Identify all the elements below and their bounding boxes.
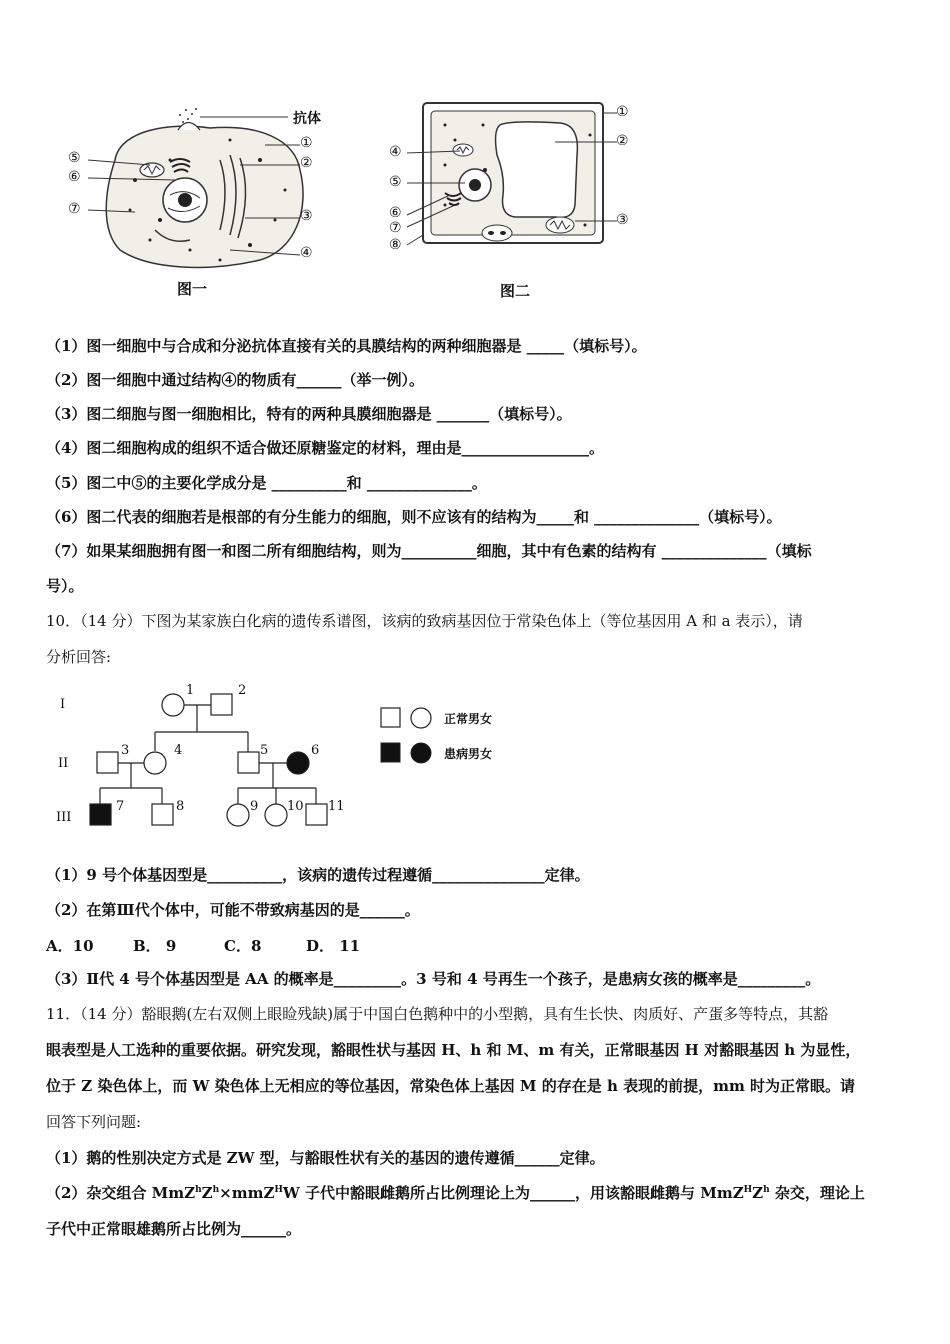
individual-4: [144, 752, 166, 774]
fig1-label-3: ③: [300, 208, 313, 224]
fig1-label-2: ②: [300, 155, 313, 171]
figure-2-caption: 图二: [500, 282, 531, 300]
q9-sub7-line1: （7）如果某细胞拥有图一和图二所有细胞结构，则为__________细胞，其中有色素的结构有 ______________（填标: [46, 542, 812, 560]
q11-stem-line1: 11．（14 分）豁眼鹅(左右双侧上眼睑残缺)属于中国白色鹅种中的小型鹅，具有生长快、肉质好、产蛋多等特点，其豁: [46, 1005, 829, 1023]
label-5: 5: [260, 743, 269, 758]
individual-5: [238, 752, 259, 773]
q11-stem-line4: 回答下列问题:: [46, 1113, 142, 1131]
fig2-label-7: ⑦: [389, 220, 402, 236]
label-3: 3: [121, 743, 130, 758]
label-2: 2: [238, 683, 247, 698]
q10-sub2: （2）在第Ⅲ代个体中，可能不带致病基因的是______。: [46, 901, 420, 919]
figure-1-animal-cell: [60, 100, 350, 300]
legend-affected-female: [411, 743, 431, 763]
individual-6: [287, 752, 309, 774]
option-d: D． 11: [306, 937, 361, 955]
legend-affected-text: 患病男女: [444, 747, 493, 761]
fig1-label-1: ①: [300, 135, 313, 151]
option-c: C．8: [224, 937, 262, 955]
label-6: 6: [311, 743, 320, 758]
option-a: A．10: [46, 937, 94, 955]
individual-1: [162, 694, 184, 716]
figure-1-caption: 图一: [177, 280, 208, 298]
q11-sub1: （1）鹅的性别决定方式是 ZW 型，与豁眼性状有关的基因的遗传遵循______定律。: [46, 1149, 605, 1167]
pedigree-legend: [378, 704, 438, 766]
legend-normal-female: [411, 708, 431, 728]
legend-affected-male: [381, 743, 400, 762]
q10-header-line2: 分析回答:: [46, 648, 112, 666]
fig2-label-6: ⑥: [389, 205, 402, 221]
fig1-label-6: ⑥: [68, 169, 81, 185]
q9-sub7-line2: 号）。: [46, 577, 84, 595]
q9-sub1: （1）图一细胞中与合成和分泌抗体直接有关的具膜结构的两种细胞器是 _____（填标号）。: [46, 337, 647, 355]
label-7: 7: [116, 799, 125, 814]
generation-II: II: [58, 756, 69, 771]
fig1-label-7: ⑦: [68, 201, 81, 217]
option-b: B． 9: [133, 937, 177, 955]
label-9: 9: [250, 799, 259, 814]
individual-11: [306, 804, 327, 825]
fig2-label-8: ⑧: [389, 237, 402, 253]
fig2-label-4: ④: [389, 144, 402, 160]
antibody-label: 抗体: [293, 111, 321, 127]
individual-9: [227, 804, 249, 826]
fig1-label-5: ⑤: [68, 150, 81, 166]
q11-stem-line3: 位于 Z 染色体上，而 W 染色体上无相应的等位基因，常染色体上基因 M 的存在是 h 表现的前提，mm 时为正常眼。请: [46, 1077, 856, 1095]
antibody-dots: [179, 108, 197, 123]
q9-sub2: （2）图一细胞中通过结构④的物质有______（举一例）。: [46, 371, 424, 389]
q10-sub3: （3）Ⅱ代 4 号个体基因型是 AA 的概率是_________。3 号和 4 号再生一个孩子，是患病女孩的概率是_________。: [46, 970, 821, 988]
legend-normal-male: [381, 708, 400, 727]
label-4: 4: [174, 743, 183, 758]
generation-I: I: [60, 697, 66, 712]
q9-sub4: （4）图二细胞构成的组织不适合做还原糖鉴定的材料，理由是_________________。: [46, 439, 604, 457]
label-11: 11: [328, 799, 345, 814]
individual-2: [211, 694, 232, 715]
figure-2-plant-cell: [385, 95, 645, 265]
q11-sub2-line1: （2）杂交组合 $MmZ^hZ^h\times mmZ^HW$ 子代中豁眼雌鹅所占比例理论上为______，用该豁眼雌鹅与 $MmZ^HZ^h$ 杂交，理论上: [46, 1184, 865, 1202]
label-8: 8: [176, 799, 185, 814]
fig2-label-3: ③: [616, 212, 629, 228]
q9-sub5: （5）图二中⑤的主要化学成分是 __________和 ______________。: [46, 474, 487, 492]
individual-10: [265, 804, 287, 826]
legend-normal-text: 正常男女: [444, 712, 493, 726]
vacuole: [496, 122, 578, 218]
q10-header-line1: 10．（14 分）下图为某家族白化病的遗传系谱图，该病的致病基因位于常染色体上（等位基因用 A 和 a 表示），请: [46, 612, 803, 630]
individual-7: [90, 804, 111, 825]
generation-III: III: [56, 810, 72, 825]
q9-sub6: （6）图二代表的细胞若是根部的有分生能力的细胞，则不应该有的结构为_____和 ______________（填标号）。: [46, 508, 782, 526]
individual-3: [97, 752, 118, 773]
q10-sub1: （1）9 号个体基因型是__________，该病的遗传过程遵循_______________定律。: [46, 866, 590, 884]
fig2-label-5: ⑤: [389, 174, 402, 190]
label-10: 10: [287, 799, 304, 814]
fig2-label-2: ②: [616, 133, 629, 149]
q9-sub3: （3）图二细胞与图一细胞相比，特有的两种具膜细胞器是 _______（填标号）。: [46, 405, 572, 423]
fig1-label-4: ④: [300, 245, 313, 261]
individual-8: [152, 804, 173, 825]
label-1: 1: [186, 683, 195, 698]
fig2-label-1: ①: [616, 104, 629, 120]
q11-stem-line2: 眼表型是人工选种的重要依据。研究发现，豁眼性状与基因 H、h 和 M、m 有关，正常眼基因 H 对豁眼基因 h 为显性，: [46, 1041, 861, 1059]
q11-sub2-line2: 子代中正常眼雄鹅所占比例为______。: [46, 1220, 302, 1238]
